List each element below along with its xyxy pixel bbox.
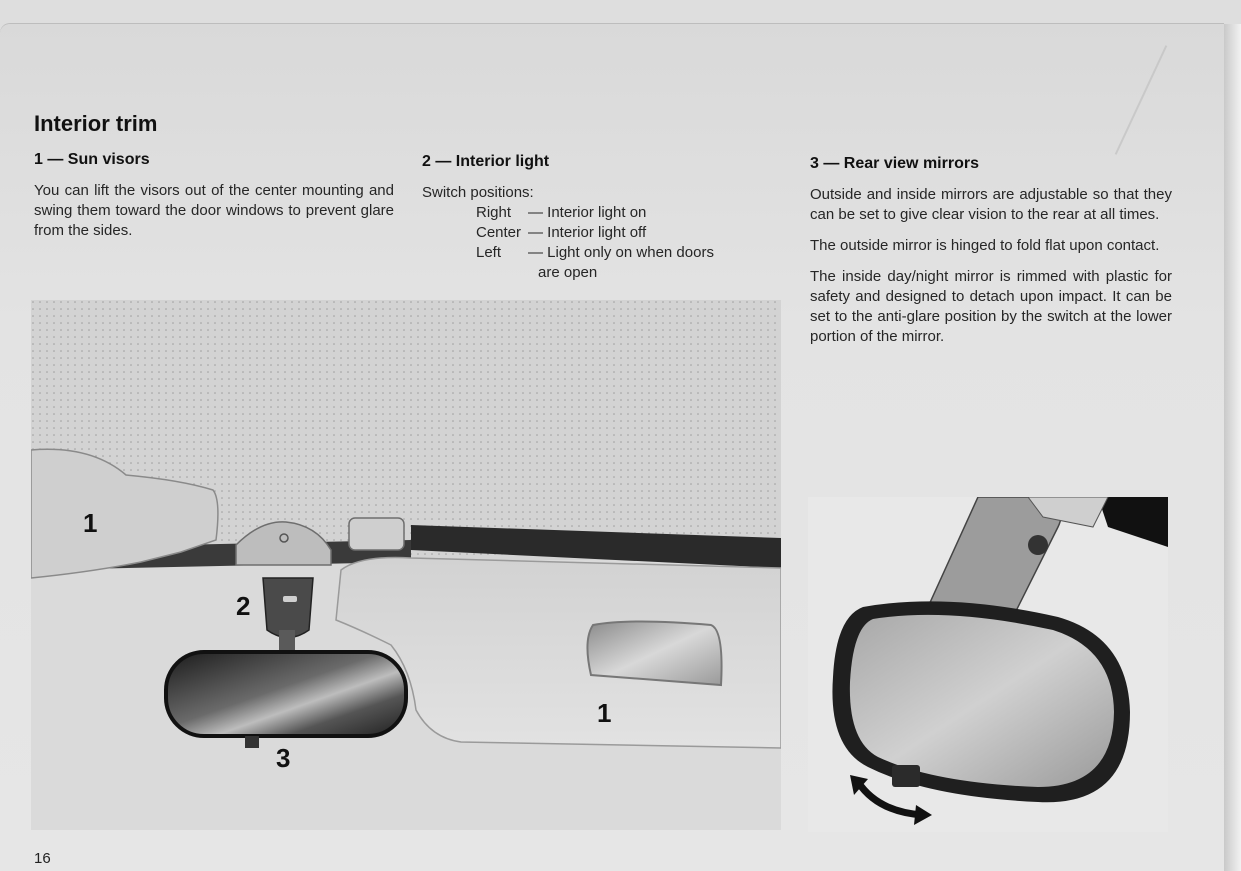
- page-number: 16: [34, 850, 51, 867]
- switch-position-desc: — Interior light off: [528, 224, 647, 241]
- switch-position-name: Left: [476, 244, 502, 261]
- mirror-glass: [850, 615, 1114, 787]
- interior-light: [263, 578, 313, 638]
- switch-position-row: [476, 243, 762, 283]
- mirrors-paragraph: The inside day/night mirror is rimmed with plastic for safety and designed to detach upon impact. It can be set to the anti-glare position by the switch at the lower portion of the mirror.: [810, 268, 1172, 345]
- switch-position-desc: — Light only on when doors are open: [528, 244, 714, 281]
- switch-position-desc: — Interior light on: [528, 204, 647, 221]
- anti-glare-tab: [892, 765, 920, 787]
- page-heading: Interior trim: [34, 111, 158, 136]
- sun-visors-section: [34, 151, 394, 252]
- light-switch: [283, 596, 297, 602]
- callout-mirror: 3: [276, 743, 291, 773]
- switch-intro: Switch positions:: [422, 184, 534, 201]
- mirrors-paragraph: The outside mirror is hinged to fold flat upon contact.: [810, 237, 1160, 254]
- interior-light-section: [422, 153, 762, 283]
- interior-illustration: [31, 300, 781, 830]
- mirror-switch: [245, 736, 259, 748]
- mirrors-title: 3 — Rear view mirrors: [810, 155, 979, 172]
- rear-view-mirror: [166, 652, 406, 736]
- interior-photo: [31, 300, 781, 830]
- mirror-closeup-illustration: [808, 497, 1168, 832]
- mirror-closeup-photo: [808, 497, 1168, 832]
- visor-clip: [349, 518, 404, 550]
- sun-visors-text: You can lift the visors out of the center mounting and swing them toward the door windows to prevent glare from the sides.: [34, 182, 394, 239]
- switch-position-row: [476, 203, 762, 223]
- vanity-mirror: [587, 622, 721, 686]
- callout-visor-right: 1: [597, 698, 612, 728]
- callout-visor-left: 1: [83, 508, 98, 538]
- switch-position-name: Right: [476, 204, 512, 221]
- mirrors-paragraph: Outside and inside mirrors are adjustable so that they can be set to give clear vision to the rear at all times.: [810, 186, 1172, 223]
- sun-visors-title: 1 — Sun visors: [34, 151, 150, 168]
- interior-light-title: 2 — Interior light: [422, 153, 550, 170]
- mirrors-section: [810, 155, 1172, 358]
- page-edge: [1224, 24, 1241, 871]
- switch-position-name: Center: [476, 224, 522, 241]
- switch-position-row: [476, 223, 762, 243]
- switch-positions-list: [422, 203, 762, 283]
- callout-light: 2: [236, 591, 251, 621]
